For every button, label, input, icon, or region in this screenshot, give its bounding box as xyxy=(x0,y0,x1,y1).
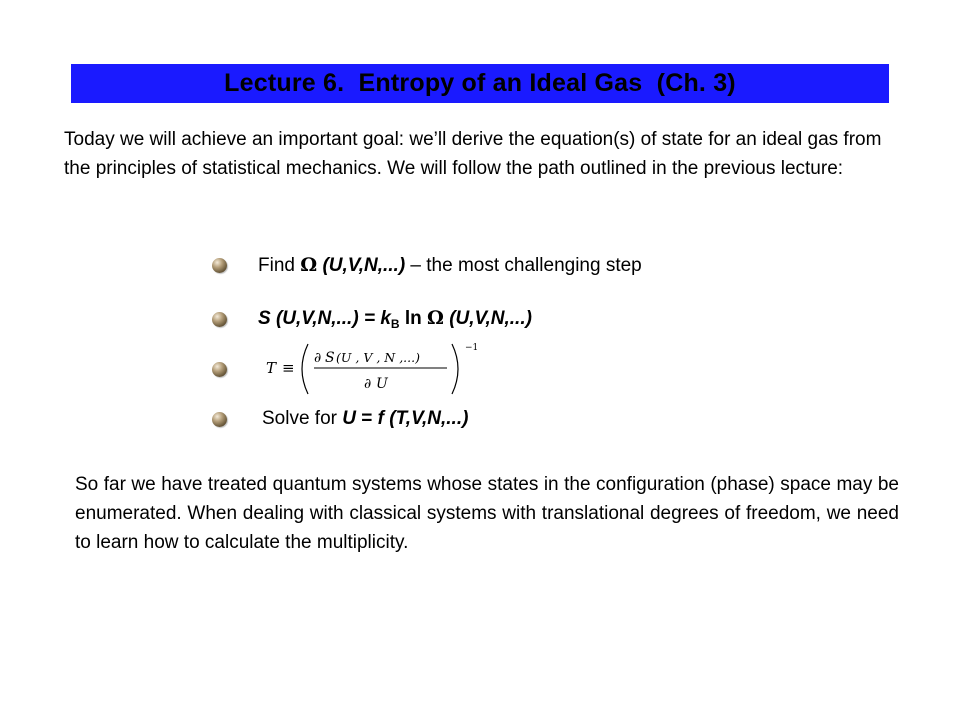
formula-equiv: ≡ xyxy=(282,359,295,377)
partial-symbol: ∂ xyxy=(364,376,372,392)
closing-paragraph xyxy=(75,470,899,557)
denominator-u: U xyxy=(376,376,388,392)
closing-text: So far we have treated quantum systems whose states in the configuration (phase) space may be enumerated. When dealing with classical systems with translational degrees of freedom, we need to learn how to calculate the multiplicity. xyxy=(75,474,899,553)
find-label: Find xyxy=(258,254,301,276)
omega-symbol: Ω xyxy=(427,307,444,329)
partial-symbol: ∂ xyxy=(314,350,322,366)
intro-paragraph xyxy=(64,125,894,183)
bullet-icon xyxy=(212,312,227,327)
left-paren xyxy=(302,344,308,394)
temperature-formula xyxy=(262,340,482,400)
equals-sign: = xyxy=(356,408,378,429)
omega-args: (U,V,N,...) xyxy=(443,308,532,329)
solve-label: Solve for xyxy=(262,408,343,429)
function-f: f xyxy=(377,408,384,429)
step-entropy xyxy=(212,304,532,334)
page-title: Lecture 6. Entropy of an Ideal Gas (Ch. 3) xyxy=(224,69,736,97)
boltzmann-k: k xyxy=(380,308,391,329)
step-solve-text xyxy=(262,408,468,430)
numerator-args: (U , V , N ,...) xyxy=(336,350,420,365)
omega-args: (U,V,N,...) xyxy=(317,254,406,276)
step-solve xyxy=(212,404,469,434)
right-paren xyxy=(452,344,458,394)
entropy-args: (U,V,N,...) = xyxy=(270,308,381,329)
bullet-icon xyxy=(212,362,227,377)
boltzmann-subscript: B xyxy=(390,317,400,331)
intro-text: Today we will achieve an important goal: we’ll derive the equation(s) of state for an ideal gas from the principles of statistical mechanics. We will follow the path outlined in the previous lecture: xyxy=(64,129,882,179)
bullet-icon xyxy=(212,412,227,427)
exponent: −1 xyxy=(465,343,479,353)
step-temperature xyxy=(212,354,227,384)
omega-symbol: Ω xyxy=(300,253,318,276)
function-args: (T,V,N,...) xyxy=(383,408,469,429)
step-entropy-text xyxy=(258,307,532,331)
step-find-omega-text xyxy=(258,254,642,277)
ln-label: ln xyxy=(399,308,428,329)
formula-t: T xyxy=(266,359,277,377)
bullet-icon xyxy=(212,258,227,273)
step-find-omega xyxy=(212,250,642,280)
numerator-s: S xyxy=(325,350,335,366)
title-bar xyxy=(71,64,889,103)
step-note: – the most challenging step xyxy=(405,254,642,276)
energy-u: U xyxy=(342,408,356,429)
entropy-symbol: S xyxy=(258,308,271,329)
